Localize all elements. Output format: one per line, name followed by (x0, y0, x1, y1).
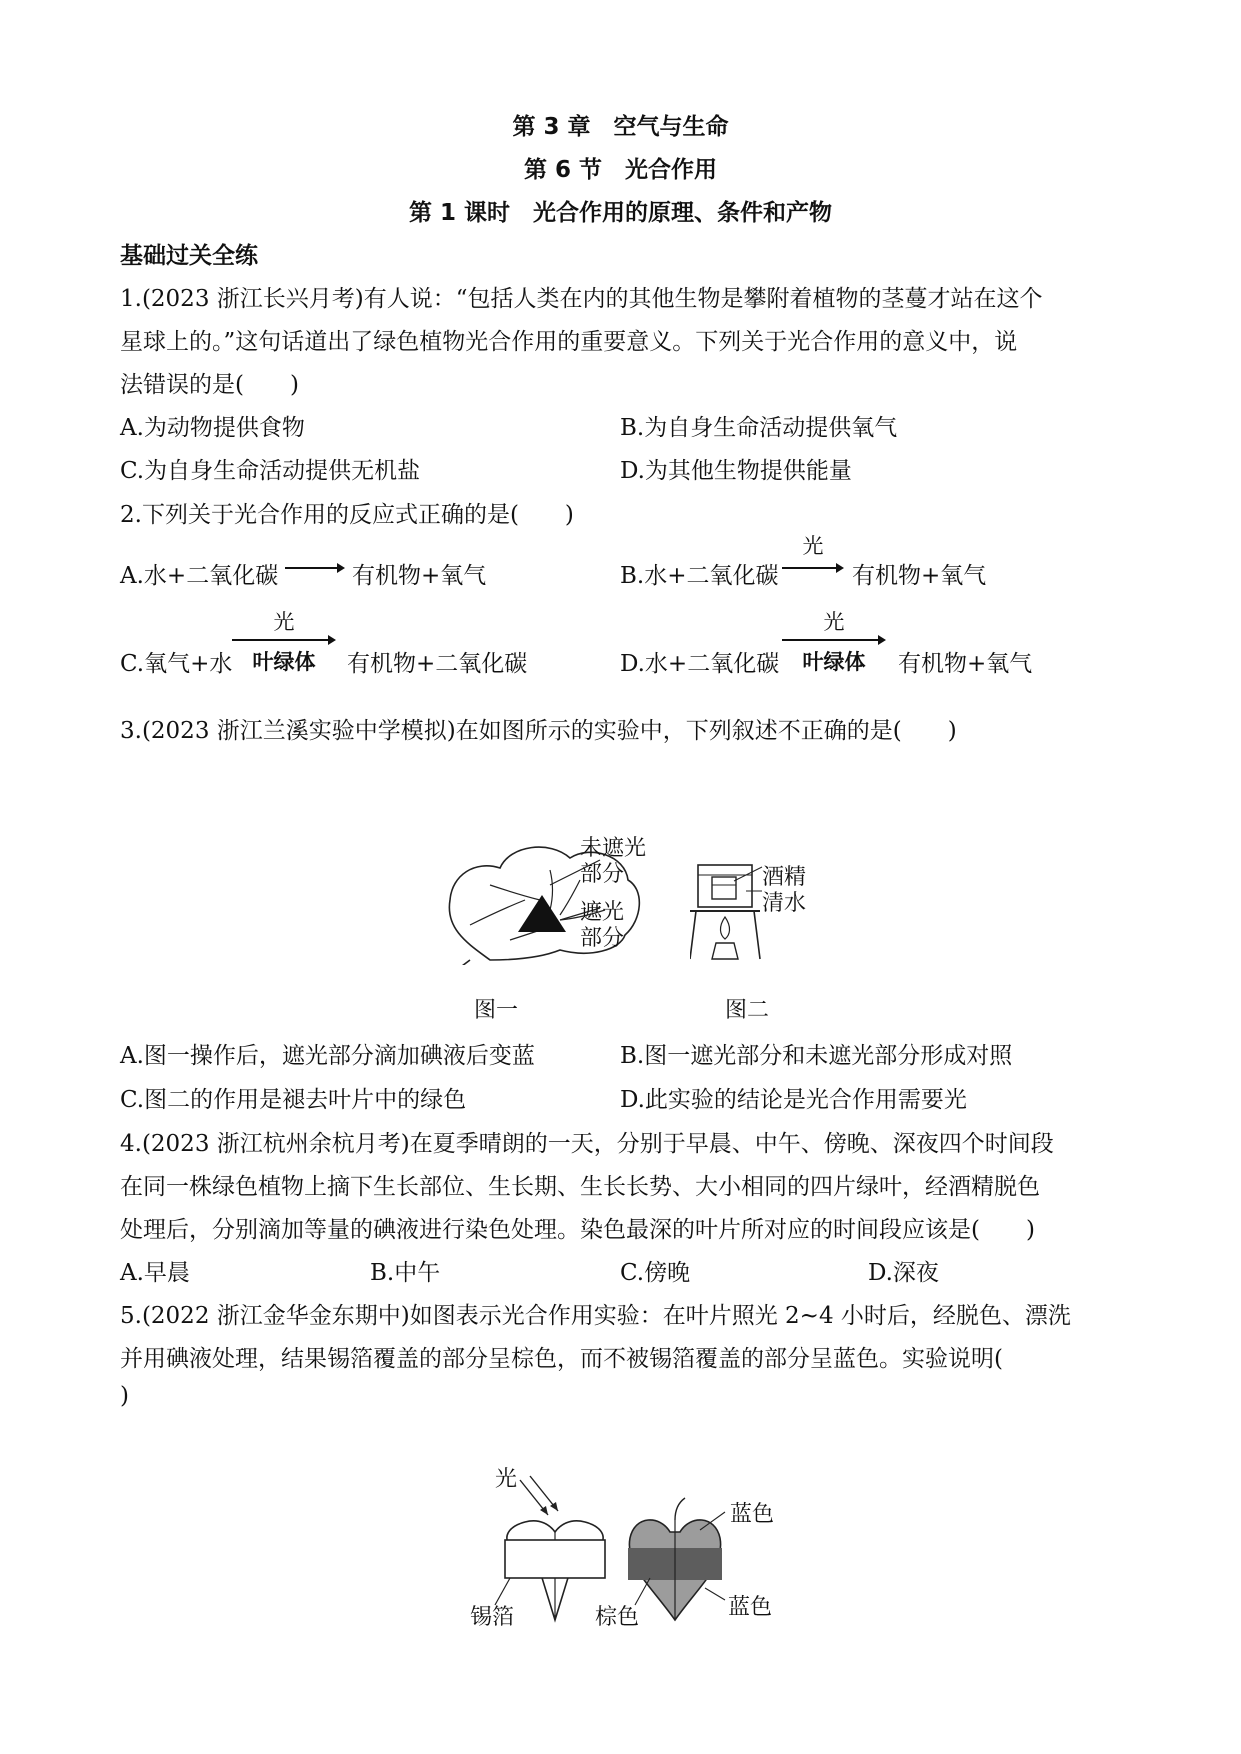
leader-line-alcohol (734, 867, 762, 881)
q2-a-arrow (285, 560, 345, 576)
q2-option-d-right: 有机物+氧气 (898, 651, 1033, 677)
q2-option-a-left: A.水+二氧化碳 (120, 563, 279, 589)
q1-line-2: 星球上的。”这句话道出了绿色植物光合作用的重要意义。下列关于光合作用的意义中，说 (120, 329, 1018, 355)
q4-option-d: D.深夜 (868, 1260, 939, 1286)
tin-foil (505, 1540, 605, 1578)
tripod-leg-right (754, 911, 760, 959)
q2-option-a-right: 有机物+氧气 (352, 563, 487, 589)
q1-option-a: A.为动物提供食物 (120, 415, 305, 441)
outer-beaker (698, 865, 752, 907)
leaf-stem (450, 960, 470, 965)
fig2-label-alcohol: 酒精 (762, 865, 807, 890)
q5-label-brown: 棕色 (595, 1605, 640, 1630)
q5-line-3: ) (120, 1383, 129, 1409)
q5-line-2: 并用碘液处理，结果锡箔覆盖的部分呈棕色，而不被锡箔覆盖的部分呈蓝色。实验说明( (120, 1346, 1003, 1372)
q2-b-arrow-top: 光 (802, 534, 824, 558)
q3-figure-2-apparatus (690, 855, 770, 965)
q5-label-blue-bottom: 蓝色 (728, 1595, 773, 1620)
q3-option-d: D.此实验的结论是光合作用需要光 (620, 1087, 967, 1113)
q2-d-arrow-top: 光 (823, 610, 845, 634)
section-title: 第 6 节 光合作用 (523, 157, 718, 183)
q2-b-arrow (782, 560, 844, 576)
q2-option-b-right: 有机物+氧气 (852, 563, 987, 589)
q2-option-c-left: C.氧气+水 (120, 651, 233, 677)
leader-line-blue-bottom (705, 1588, 725, 1600)
fig1-label-unshaded-line1: 未遮光 (580, 836, 647, 861)
q5-label-blue-top: 蓝色 (730, 1502, 775, 1527)
leaf-right-stem (675, 1498, 685, 1520)
q2-option-b-left: B.水+二氧化碳 (620, 563, 779, 589)
q3-stem: 3.(2023 浙江兰溪实验中学模拟)在如图所示的实验中，下列叙述不正确的是( ) (120, 718, 957, 744)
q5-label-foil: 锡箔 (470, 1605, 515, 1630)
q4-option-c: C.傍晚 (620, 1260, 691, 1286)
q4-line-3: 处理后，分别滴加等量的碘液进行染色处理。染色最深的叶片所对应的时间段应该是( ) (120, 1217, 1035, 1243)
alcohol-lamp (712, 943, 738, 959)
fig2-caption: 图二 (725, 998, 770, 1023)
fig1-caption: 图一 (474, 998, 519, 1023)
q4-option-a: A.早晨 (120, 1260, 190, 1286)
q2-stem: 2.下列关于光合作用的反应式正确的是( ) (120, 502, 574, 528)
q3-option-a: A.图一操作后，遮光部分滴加碘液后变蓝 (120, 1043, 535, 1069)
tripod-leg-left (690, 911, 696, 959)
q4-line-2: 在同一株绿色植物上摘下生长部位、生长期、生长长势、大小相同的四片绿叶，经酒精脱色 (120, 1174, 1040, 1200)
q3-option-c: C.图二的作用是褪去叶片中的绿色 (120, 1087, 467, 1113)
fig1-label-unshaded-line2: 部分 (580, 862, 625, 887)
inner-beaker (712, 877, 736, 899)
q2-option-d-left: D.水+二氧化碳 (620, 651, 780, 677)
q1-option-d: D.为其他生物提供能量 (620, 458, 852, 484)
q2-d-arrow-group (782, 606, 886, 682)
q1-line-3: 法错误的是( ) (120, 372, 299, 398)
fig1-label-shaded-line1: 遮光 (580, 900, 625, 925)
chapter-title: 第 3 章 空气与生命 (512, 114, 729, 140)
q2-c-arrow-bottom: 叶绿体 (252, 650, 316, 674)
q2-c-arrow-group (232, 606, 336, 682)
q3-option-b: B.图一遮光部分和未遮光部分形成对照 (620, 1043, 1013, 1069)
fig1-label-shaded (580, 900, 624, 952)
q1-option-c: C.为自身生命活动提供无机盐 (120, 458, 421, 484)
practice-heading: 基础过关全练 (120, 243, 258, 269)
q1-option-b: B.为自身生命活动提供氧气 (620, 415, 898, 441)
q1-line-1: 1.(2023 浙江长兴月考)有人说：“包括人类在内的其他生物是攀附着植物的茎蔓才站在这个 (120, 286, 1043, 312)
q2-c-arrow-top: 光 (273, 610, 295, 634)
q5-label-light: 光 (495, 1467, 518, 1492)
q2-option-c-right: 有机物+二氧化碳 (347, 651, 528, 677)
q2-d-arrow-bottom: 叶绿体 (802, 650, 866, 674)
q2-b-arrow-group (782, 530, 844, 580)
fig2-label-water: 清水 (762, 891, 807, 916)
q4-option-b: B.中午 (370, 1260, 441, 1286)
fig1-label-shaded-line2: 部分 (580, 926, 625, 951)
fig1-label-unshaded (580, 836, 646, 888)
q4-line-1: 4.(2023 浙江杭州余杭月考)在夏季晴朗的一天，分别于早晨、中午、傍晚、深夜四个时间段 (120, 1131, 1054, 1157)
q5-line-1: 5.(2022 浙江金华金东期中)如图表示光合作用实验：在叶片照光 2~4 小时后，经脱色、漂洗 (120, 1303, 1071, 1329)
flame (720, 917, 729, 939)
lesson-title: 第 1 课时 光合作用的原理、条件和产物 (408, 200, 833, 226)
